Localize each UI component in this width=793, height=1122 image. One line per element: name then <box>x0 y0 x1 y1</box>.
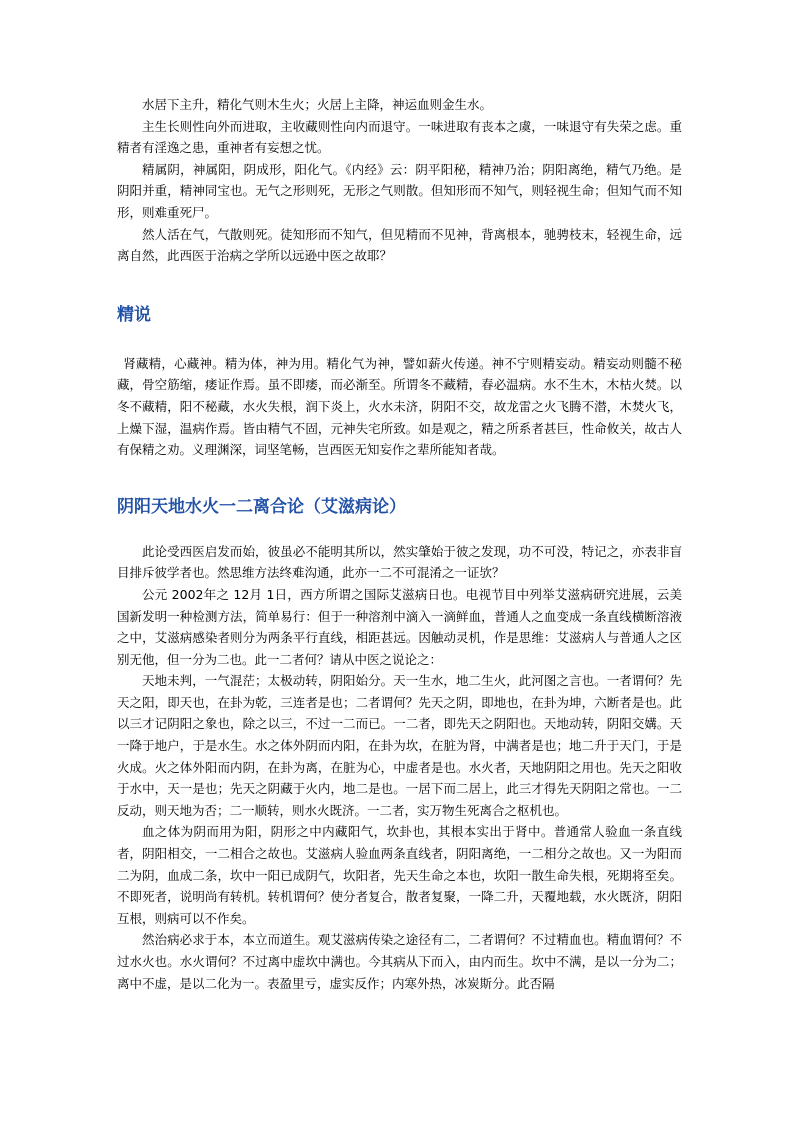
paragraph: 精属阴，神属阳，阴成形，阳化气。《内经》云：阴平阳秘，精神乃治；阴阳离绝，精气乃绝。是阴阳并重，精神同宝也。无气之形则死，无形之气则散。但知形而不知气，则轻视生命；但知气而不知形，则难重死尸。 <box>117 161 682 220</box>
paragraph: 肾藏精，心藏神。精为体，神为用。精化气为神，譬如薪火传递。神不宁则精妄动。精妄动则髓不秘藏，骨空筋缩，痿证作焉。虽不即痿，而必渐至。所谓冬不藏精，春必温病。水不生木，木枯火焚。以冬不藏精，阳不秘藏，水火失根，润下炎上，火水未济，阴阳不交，故龙雷之火飞腾不潜，木焚火飞，上燥下湿，温病作焉。皆由精气不固，元神失宅所致。如是观之，精之所系者甚巨，性命攸关，故古人有保精之劝。义理渊深，词坚笔畅，岂西医无知妄作之辈所能知者哉。 <box>117 355 682 458</box>
section-intro <box>117 94 682 267</box>
section-heading-yinyang: 阴阳天地水火一二离合论（艾滋病论） <box>117 496 406 517</box>
paragraph: 水居下主升，精化气则木生火；火居上主降，神运血则金生水。 <box>142 97 493 112</box>
paragraph: 血之体为阴而用为阳，阴形之中内藏阳气，坎卦也，其根本实出于肾中。普通常人验血一条直线者，阴阳相交，一二相合之故也。艾滋病人验血两条直线者，阴阳离绝，一二相分之故也。又一为阳而二为阴，血成二条，坎中一阳已成阴气，坎阳者，先天生命之本也，坎阳一散生命失根，死期将至矣。不即死者，说明尚有转机。转机谓何？使分者复合，散者复聚，一降二升，天覆地载，水火既济，阴阳互根，则病可以不作矣。 <box>117 824 682 926</box>
document-page <box>117 94 682 994</box>
paragraph: 然治病必求于本，本立而道生。观艾滋病传染之途径有二，二者谓何？不过精血也。精血谓何？不过水火也。水火谓何？不过离中虚坎中满也。今其病从下而入，由内而生。坎中不满，是以一分为二；离中不虚，是以二化为一。表盈里亏，虚实反作；内寒外热，冰炭斯分。此否隔 <box>117 932 682 991</box>
paragraph: 主生长则性向外而进取，主收藏则性向内而退守。一味进取有丧本之虞，一味退守有失荣之虑。重精者有淫逸之患，重神者有妄想之忧。 <box>117 118 682 156</box>
paragraph: 此论受西医启发而始，彼虽必不能明其所以，然实肇始于彼之发现，功不可没，特记之，亦表非盲目排斥彼学者也。然思维方法终难沟通，此亦一二不可混淆之一证欤？ <box>117 543 682 581</box>
paragraph: 公元 2002年之 12月 1日，西方所谓之国际艾滋病日也。电视节目中列举艾滋病研究进展，云美国新发明一种检测方法，简单易行：但于一种溶剂中滴入一滴鲜血，普通人之血变成一条直线横断溶液之中，艾滋病感染者则分为两条平行直线，相距甚远。因触动灵机，作是思维：艾滋病人与普通人之区别无他，但一分为二也。此一二者何？请从中医之说论之： <box>117 586 682 667</box>
paragraph: 然人活在气，气散则死。徒知形而不知气，但见精而不见神，背离根本，驰骋枝末，轻视生命，远离自然，此西医于治病之学所以远逊中医之故耶？ <box>117 226 682 264</box>
section-yinyang <box>117 541 682 994</box>
paragraph: 天地未判，一气混茫；太极动转，阴阳始分。天一生水，地二生火，此河图之言也。一者谓何？先天之阳，即天也，在卦为乾，三连者是也；二者谓何？先天之阴，即地也，在卦为坤，六断者是也。此以三才记阴阳之象也，除之以三，不过一二而已。一二者，即先天之阴阳也。天地动转，阴阳交媾。天一降于地户，于是水生。水之体外阴而内阳，在卦为坎，在脏为肾，中满者是也；地二升于天门，于是火成。火之体外阳而内阴，在卦为离，在脏为心，中虚者是也。水火者，天地阴阳之用也。先天之阳收于水中，天一是也；先天之阴藏于火内，地二是也。一居下而二居上，此三才得先天阴阳之常也。一二反动，则天地为否；二一顺转，则水火既济。一二者，实万物生死离合之枢机也。 <box>117 673 682 818</box>
section-jingshuo <box>117 353 682 461</box>
section-heading-jingshuo: 精说 <box>117 304 151 325</box>
